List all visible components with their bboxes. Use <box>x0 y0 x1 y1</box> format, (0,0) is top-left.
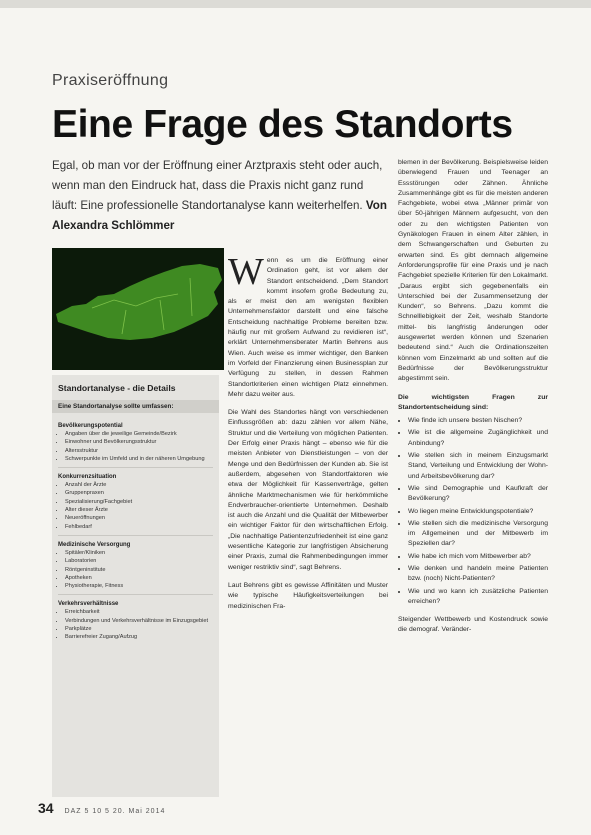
question-item: • Wo liegen meine Entwicklungspotentiale? <box>408 507 548 517</box>
list-item: • Verbindungen und Verkehrsverhältnisse im Einzugsgebiet <box>65 617 213 625</box>
question-item: • Wie finde ich unsere besten Nischen? <box>408 416 548 426</box>
article-column-2 <box>228 251 388 620</box>
list-item: • Alter dieser Ärzte <box>65 506 213 514</box>
drop-cap: W <box>228 251 264 293</box>
questions-heading: Die wichtigsten Fragen zur Standortentscheidung sind: <box>398 393 548 411</box>
list-item: • Apotheken <box>65 574 213 582</box>
list-item: • Barrierefreier Zugang/Aufzug <box>65 633 213 641</box>
sidebar-section-title: Konkurrenzsituation <box>58 474 117 481</box>
article-title: Eine Frage des Standorts <box>52 103 513 146</box>
list-item: • Laboratorien <box>65 557 213 565</box>
body-paragraph: blemen in der Bevölkerung. Beispielsweise leiden überwiegend Frauen und Teenager an Essstörungen oder Zähnen. Ähnliche Zusammenhänge gibt es für die meisten anderen Fachgebiete, wobei etwa „Männer primär von über 50-jährigen Männern aufgesucht, von den oder zu den wichtigsten Patienten von Gynäkologen Frauen in einem Alter zählen, in dem Schwangerschaften und Geburten zu erwarten sind. Es gibt demnach allgemeine Anforderungsprofile für eine Praxis und je nach Fachgebiet spezielle Kriterien für den Lokalmarkt. „Daraus ergibt sich gegebenenfalls ein Unterschied bei der Zusammensetzung der Kunden“, so Behrens. „Dazu kommt die Schnelllebigkeit der Zeit, weshalb Standorte mittel- bis langfristig änderungen oder ausgewertet werden können und Szenarien bedeutend sind.“ Auch die Ordinationszeiten können vom Einzelmarkt ab und sollten auf die Bedürfnisse der Bevölkerungsstruktur abgestimmt sein. <box>398 159 548 383</box>
sidebar-list <box>52 608 219 641</box>
austria-map-image <box>52 248 224 370</box>
question-item: • Wie und wo kann ich zusätzliche Patienten erreichen? <box>408 587 548 608</box>
body-paragraph <box>228 251 388 400</box>
question-item: • Wie habe ich mich vom Mitbewerber ab? <box>408 552 548 562</box>
sidebar-subheading: Eine Standortanalyse sollte umfassen: <box>52 400 219 413</box>
list-item: • Physiotherapie, Fitness <box>65 582 213 590</box>
question-item: • Wie sind Demographie und Kaufkraft der Bevölkerung? <box>408 484 548 505</box>
list-item: • Neueröffnungen <box>65 514 213 522</box>
question-item: • Wie denken und handeln meine Patienten bzw. (noch) Nicht-Patienten? <box>408 564 548 585</box>
question-item: • Wie stellen sich die medizinische Versorgung im Allgemeinen und der Mitbewerb im Speziellen dar? <box>408 519 548 550</box>
list-item: • Altersstruktur <box>65 447 213 455</box>
scan-edge <box>0 0 591 8</box>
body-paragraph: Steigender Wettbewerb und Kostendruck sowie die demograf. Veränder- <box>398 616 548 634</box>
sidebar-details-box <box>52 375 219 797</box>
list-item: • Erreichbarkeit <box>65 608 213 616</box>
list-item: • Fehlbedarf <box>65 523 213 531</box>
list-item: • Schwerpunkte im Umfeld und in der näheren Umgebung <box>65 455 213 463</box>
list-item: • Gruppenpraxen <box>65 489 213 497</box>
list-item: • Spitäler/Kliniken <box>65 549 213 557</box>
list-item: • Einwohner und Bevölkerungsstruktur <box>65 438 213 446</box>
page-footer <box>38 800 165 816</box>
list-item: • Angaben über die jeweilige Gemeinde/Bezirk <box>65 430 213 438</box>
lead-text: Egal, ob man vor der Eröffnung einer Arztpraxis steht oder auch, wenn man den Eindruck hat, dass die Praxis nicht ganz rund läuft: Eine professionelle Standortanalyse kann weiterhelfen. <box>52 159 383 212</box>
questions-list <box>398 416 548 607</box>
issue-info: DAZ 5 10 5 20. Mai 2014 <box>64 808 166 815</box>
list-item: • Röntgeninstitute <box>65 566 213 574</box>
list-item: • Parkplätze <box>65 625 213 633</box>
list-item: • Anzahl der Ärzte <box>65 481 213 489</box>
body-paragraph: Die Wahl des Standortes hängt von verschiedenen Einflussgrößen ab: dazu zählen vor allem Nähe, Struktur und die Verteilung von möglichen Patienten. Der Erfolg einer Praxis hängt – ebenso wie für die meisten Anbieter von Dienstleistungen – von der Menge und den Bedürfnissen der Kunden ab. Sie ist außerdem, abgesehen von Standortfaktoren wie etwa der Möglichkeit für Kassenverträge, gelten ähnliche Marktmechanismen wie für herkömmliche Endverbraucher-orientierte Unternehmen. Deshalb ist auch die Anzahl und die Qualität der Mitbewerber ein wichtiger Faktor für den wirtschaftlichen Erfolg. „Die nachhaltige Patientenzufriedenheit ist eine ganz wesentliche Kategorie zur langfristigen Absicherung einer Praxis, zumal die Rahmenbedingungen immer weniger restriktiv sind“, sagt Behrens. <box>228 409 388 571</box>
sidebar-heading: Standortanalyse - die Details <box>58 383 176 393</box>
sidebar-section-title: Medizinische Versorgung <box>58 541 131 548</box>
list-item: • Spezialisierung/Fachgebiet <box>65 498 213 506</box>
sidebar-section-title: Verkehrsverhältnisse <box>58 601 119 608</box>
paragraph-text: enn es um die Eröffnung einer Ordination geht, ist vor allem der Standort entscheidend. „Dem Standort kommt insofern große Bedeutung zu, als er meist den am wenigsten flexiblen Unternehmensfaktor darstellt und eine falsche Entscheidung nachhaltige Probleme bereiten bzw. häufig nur mit großem Aufwand zu revidieren ist“, erklärt Unternehmensberater Martin Behrens aus Wien. Auch weise es immer wichtiger, den Banken im Vorfeld der Finanzierung einen Businessplan zur Verfügung zu stellen, in dessen Rahmen Standortkriterien einen wichtigen Platz einnehmen. Mehr dazu weiter aus. <box>228 257 388 398</box>
question-item: • Wie ist die allgemeine Zugänglichkeit und Anbindung? <box>408 428 548 449</box>
body-paragraph: Laut Behrens gibt es gewisse Affinitäten und Muster wie typische Häufigkeitsverteilungen bei medizinischen Fra- <box>228 581 388 610</box>
sidebar-list <box>52 430 219 463</box>
article-lead <box>52 156 387 236</box>
sidebar-section-title: Bevölkerungspotential <box>58 423 123 429</box>
article-column-3 <box>398 158 548 644</box>
section-kicker: Praxiseröffnung <box>52 72 169 89</box>
author-byline: Von Alexandra Schlömmer <box>52 199 387 232</box>
question-item: • Wie stellen sich in meinem Einzugsmarkt Stand, Verteilung und Entwicklung der Wohn- und Arbeitsbevölkerung dar? <box>408 451 548 482</box>
page-number: 34 <box>38 800 54 816</box>
sidebar-list <box>52 481 219 531</box>
sidebar-list <box>52 549 219 590</box>
